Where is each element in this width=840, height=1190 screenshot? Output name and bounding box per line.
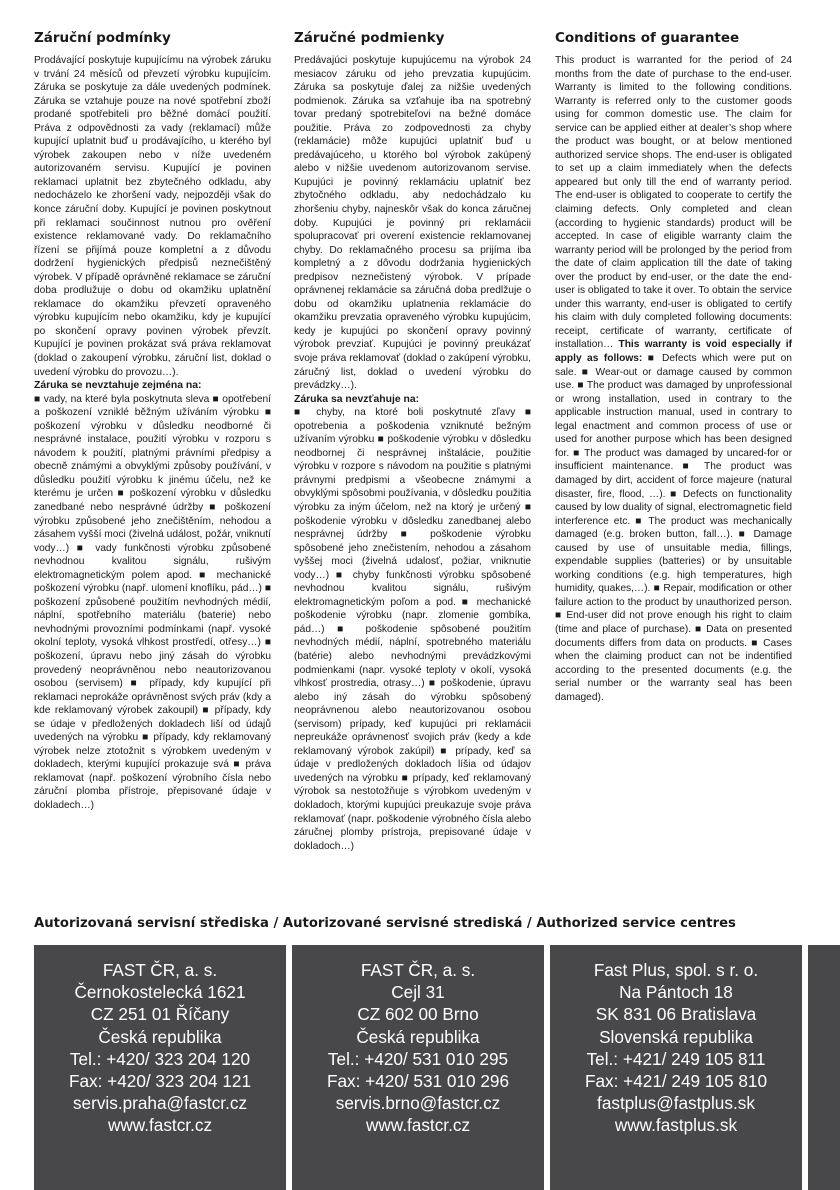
centre-country: Česká republika [356,1026,480,1047]
centre-fax: Fax: +420/ 323 204 121 [68,1071,252,1092]
column-body [555,54,792,704]
centre-country: Slovenská republika [599,1026,753,1047]
warranty-paragraph: This product is warranted for the period of 24 months from the date of purchase to the end-user. Warranty is limited to the following conditions. Warranty is referred only to the customer goods using for common domestic use. The claim for service can be applied either at dealer’s shop where the product was bought, or at below mentioned authorized service shops. The end-user is obligated to set up a claim immediately when the defects appeared but only till the end of warranty period. The end-user is obligated to cooperate to certify the claiming defects. Only completed and clean (according to hygienic standards) product will be accepted. In case of eligible warranty claim the warranty period will be prolonged by the period from the date of claim application till the date of taking over the product by end-user, or the date the end-user is obligated to take it over. To obtain the service under this warranty, end-user is obligated to certify his claim with duly completed following documents: receipt, certificate of warranty, certificate of installation… [555,55,792,351]
exclusions-heading: Záruka sa nevzťahuje na: [294,393,420,405]
centre-fax: Fax: +421/ 249 105 810 [584,1071,768,1092]
column-title: Conditions of guarantee [555,30,740,46]
warranty-paragraph: Predávajúci poskytuje kupujúcemu na výrobok 24 mesiacov záruku od jeho prevzatia kupujúcim. Záruka sa poskytuje ďalej za nižšie uvedených podmienok. Záruka sa vzťahuje iba na spotrebný tovar predaný spotrebiteľovi na bežné domáce použitie. Práva zo zodpovednosti za chyby (reklamácie) môže kupujúci uplatniť buď u predávajúceho, u ktorého bol výrobok zakúpený alebo v nižšie uvedenom autorizovanom servise. Kupujúci je povinný reklamáciu uplatniť bez zbytočného odkladu, aby nedochádzalo ku zhoršeniu chyby, najneskôr však do konca záručnej doby. Kupujúci je povinný pri reklamácii spolupracovať pri overení existencie reklamovanej chyby. Do reklamačného procesu sa prijíma iba kompletný a z dôvodu dodržania hygienických predpisov neznečistený výrobok. V prípade oprávnenej reklamácie sa záručná doba predlžuje o dobu od okamžiku uplatnenia reklamácie do okamžiku prevzatia opraveného výrobku kupujúcim, kedy je kupujúci po skončení opravy povinný výrobok prevziať. Kupujúci je povinný preukázať svoje práva reklamovať (doklad o zakúpení výrobku, záručný list, doklad o uvedení výrobku do prevádzky…). [294,55,531,392]
column-body [34,54,271,813]
warranty-column-cz [34,30,271,813]
service-centres-heading: Autorizovaná servisní střediska / Autorizované servisné strediská / Authorized service centres [34,916,736,931]
centre-city: CZ 251 01 Říčany [90,1004,230,1025]
centre-fax: Fax: +420/ 531 010 296 [326,1071,510,1092]
service-centre-card [34,945,286,1190]
service-centre-card [292,945,544,1190]
centre-website[interactable]: www.fastplus.sk [614,1115,738,1136]
centre-website[interactable]: www.fastcr.cz [365,1115,471,1136]
service-centre-card-cropped [808,945,840,1190]
warranty-column-sk [294,30,531,853]
centre-email[interactable]: servis.brno@fastcr.cz [335,1093,501,1114]
centre-phone: Tel.: +421/ 249 105 811 [586,1048,766,1069]
warranty-column-en [555,30,792,704]
exclusions-heading: Záruka se nevztahuje zejména na: [34,380,202,392]
centre-phone: Tel.: +420/ 531 010 295 [327,1048,509,1069]
centre-country: Česká republika [98,1026,222,1047]
column-title: Záručné podmienky [294,30,445,46]
warranty-paragraph: Prodávající poskytuje kupujícímu na výrobek záruku v trvání 24 měsíců od převzetí výrobku kupujícím. Záruka se poskytuje za dále uvedených podmínek. Záruka se vztahuje pouze na nové spotřební zboží prodané spotřebiteli pro běžné domácí použití. Práva z odpovědnosti za vady (reklamací) může kupující uplatnit buď u prodávajícího, u kterého byl výrobek zakoupen nebo v níže uvedeném autorizovaném servisu. Kupující je povinen reklamaci uplatnit bez zbytečného odkladu, aby nedocházelo ke zhoršení vady, nejpozději však do konce záruční doby. Kupující je povinen poskytnout při reklamaci součinnost nutnou pro ověření existence reklamované vady. Do reklamačního řízení se přijímá pouze kompletní a z důvodu dodržení hygienických předpisů neznečištěný výrobek. V případě oprávněné reklamace se záruční doba prodlužuje o dobu od okamžiku uplatnění reklamace do okamžiku převzetí opraveného výrobku kupujícím nebo okamžiku, kdy je kupující po skončení opravy povinen výrobek převzít. Kupující je povinen prokázat svá práva reklamovat (doklad o zakoupení výrobku, záruční list, doklad o uvedení výrobku do provozu…). [34,55,271,378]
centre-street: Černokostelecká 1621 [74,982,246,1003]
exclusions-list: ■ vady, na které byla poskytnuta sleva ■ opotřebení a poškození vzniklé běžným užíváním výrobku ■ poškození výrobku v důsledku neodborné či nesprávné instalace, použití výrobku v rozporu s návodem k použití, platnými právními předpisy a obecně známými a obvyklými způsoby používání, v důsledku použití výrobku k jinému účelu, než ke kterému je určen ■ poškození výrobku v důsledku zanedbané nebo nesprávné údržby ■ poškození výrobku způsobené jeho znečištěním, nehodou a zásahem vyšší moci (živelná událost, požár, vniknutí vody…) ■ vady funkčnosti výrobku způsobené nevhodnou kvalitou signálu, rušivým elektromagnetickým polem apod. ■ mechanické poškození výrobku (např. ulomení knoflíku, pád…) ■ poškození způsobené použitím nevhodných médií, náplní, spotřebního materiálu (baterie) nebo nevhodnými provozními podmínkami (např. vysoké okolní teploty, vysoká vlhkost prostředí, otřesy…) ■ poškození, úpravu nebo jiný zásah do výrobku provedený neoprávněnou nebo neautorizovanou osobou (servisem) ■ případy, kdy kupující při reklamaci neprokáže oprávněnost svých práv (kdy a kde reklamovaný výrobek zakoupil) ■ případy, kdy se údaje v předložených dokladech liší od údajů uvedených na výrobku ■ případy, kdy reklamovaný výrobek nelze ztotožnit s výrobkem uvedeným v dokladech, kterými kupující prokazuje svá ■ práva reklamovat (např. poškození výrobního čísla nebo záruční plomba přístroje, přepisované údaje v dokladech…) [34,393,271,812]
exclusions-list: ■ Defects which were put on sale. ■ Wear-out or damage caused by common use. ■ The product was damaged by unprofessional or wrong installation, used in contrary to the applicable instruction manual, used in contrary to legal enactment and common process of use or used for another purpose which has been designed for. ■ The product was damaged by uncared-for or insufficient maintenance. ■ The product was damaged by dirt, accident of force majeure (natural disaster, fire, flood, …). ■ Defects on functionality caused by low duality of signal, electromagnetic field interference etc. ■ The product was mechanically damaged (e.g. broken button, fall…). ■ Damage caused by use of unsuitable media, fillings, expendable supplies (batteries) or by unsuitable working conditions (e.g. high temperatures, high humidity, quakes,…). ■ Repair, modification or other failure action to the product by unauthorized person. ■ End-user did not prove enough his right to claim (time and place of purchase). ■ Data on presented documents differs from data on products. ■ Cases when the claiming product can not be indentified according to the presented documents (e.g. the serial number or the warranty seal has been damaged). [555,353,792,703]
centre-name: FAST ČR, a. s. [102,960,218,980]
exclusions-heading: This warranty is void especially if apply as follows: [555,339,792,365]
centre-name: Fast Plus, spol. s r. o. [593,960,759,980]
centre-phone: Tel.: +420/ 323 204 120 [69,1048,251,1069]
centre-email[interactable]: fastplus@fastplus.sk [597,1093,755,1114]
column-title: Záruční podmínky [34,30,171,46]
exclusions-list: ■ chyby, na ktoré boli poskytnuté zľavy ■ opotrebenia a poškodenia vzniknuté bežným užívaním výrobku ■ poškodenie výrobku v dôsledku neodbornej či nesprávnej inštalácie, použitie výrobku v rozpore s návodom na použitie s platnými právnymi predpismi a všeobecne známymi a obvyklými spôsobmi používania, v dôsledku použitia výrobku za iným účelom, než na ktorý je určený ■ poškodenie výrobku v dôsledku zanedbanej alebo nesprávnej údržby ■ poškodenie výrobku spôsobené jeho znečistením, nehodou a zásahom vyššej moci (živelná udalosť, požiar, vniknutie vody…) ■ chyby funkčnosti výrobku spôsobené nevhodnou kvalitou signálu, rušivým elektromagnetickým poľom a pod. ■ mechanické poškodenie výrobku (napr. zlomenie gombíka, pád…) ■ poškodenie spôsobené použitím nevhodných médií, náplní, spotrebného materiálu (batérie) alebo nevhodnými prevádzkovými podmienkami (napr. vysoké teploty v okolí, vysoká vlhkosť prostredia, otrasy…) ■ poškodenie, úpravu alebo iný zásah do výrobku spôsobený neoprávnenou alebo neautorizovanou osobou (servisom) prípady, keď kupujúci pri reklamácii nepreukáže oprávnenosť svojich práv (kedy a kde reklamovaný výrobok zakúpil) ■ prípady, keď sa údaje v predložených dokladoch líšia od údajov uvedených na výrobku ■ prípady, keď reklamovaný výrobok sa nestotožňuje s výrobkom uvedeným v dokladoch, ktorými kupujúci preukazuje svoje práva reklamovať (napr. poškodenie výrobného čísla alebo záručnej plomby prístroja, prepisované údaje v dokladoch…) [294,407,531,852]
column-body [294,54,531,853]
centre-name: FAST ČR, a. s. [360,960,476,980]
service-centre-card [550,945,802,1190]
centre-city: CZ 602 00 Brno [357,1004,479,1025]
centre-email[interactable]: servis.praha@fastcr.cz [72,1093,248,1114]
centre-street: Cejl 31 [391,982,445,1003]
centre-website[interactable]: www.fastcr.cz [107,1115,213,1136]
centre-street: Na Pántoch 18 [619,982,733,1003]
centre-city: SK 831 06 Bratislava [595,1004,757,1025]
